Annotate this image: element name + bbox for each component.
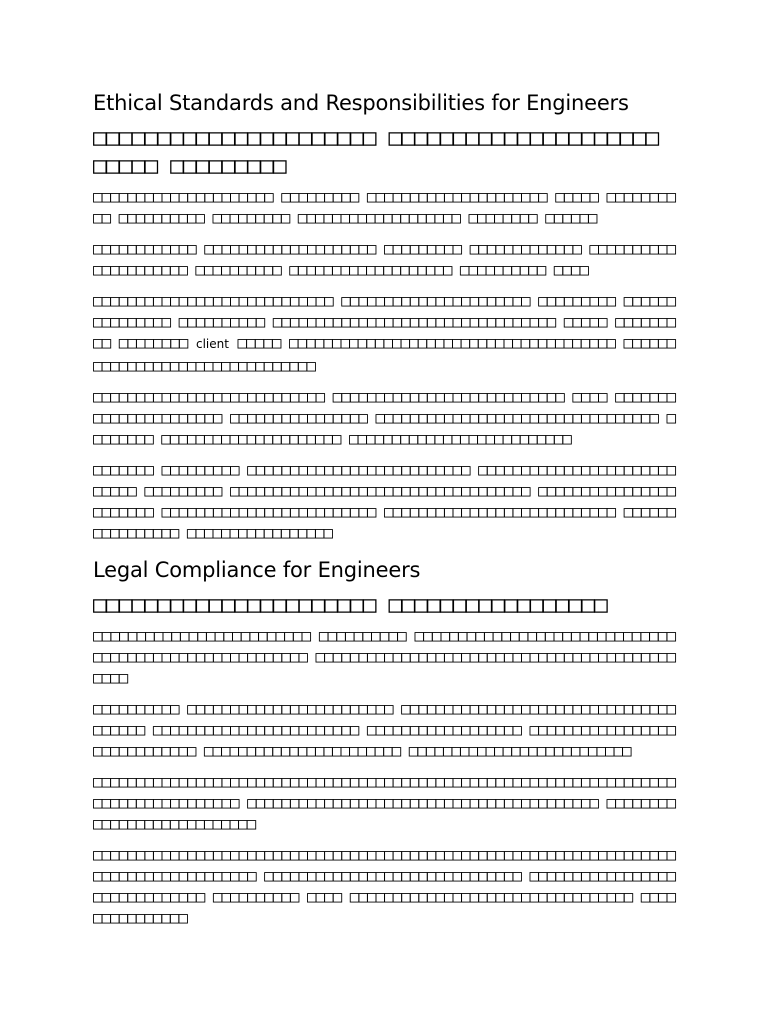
section-1-title: Ethical Standards and Responsibilities for Engineers	[93, 91, 629, 115]
paragraph: □□□□□□□□□□□□□□□□□□□□□□□□□□□□□□□□□□□□□□□□□□□□□□□□□□□□□□□□□□□□□□□□□□□□□□□□□□□□□□□□□□□□□ □□□□□□□□□□□□□□□□□□□□□□□□□□□□□□□□□□□□□□□□□ □□□□□□□□□□□□□□□□□□□□□□□□□□□	[93, 772, 675, 833]
inline-english-word: client	[195, 337, 229, 351]
paragraph-text: □□□□□□□□□□□□□□□□□□□□□□□□□□□□ □□□□□□□□□□□□□□□□□□□□□□ □□□□□□□□□ □□□□□□□□□□□□□□□ □□□□□□□□□□ □□□□□□□□□□□□□□□□□□□□□□□□□□□□□□□□□ □□□□□ □□□□□□□□□ □□□□□□□□	[93, 291, 675, 352]
paragraph	[93, 290, 675, 376]
paragraph-text: □□□□□ □□□□□□□□□□□□□□□□□□□□□□□□□□□□□□□□□□□□□□ □□□□□□□□□□□□□□□□□□□□□□□□□□□□□□□□	[93, 333, 675, 375]
section-2-title: Legal Compliance for Engineers	[93, 558, 421, 582]
section-1-subtitle: □□□□□□□□□□□□□□□□□□□□□□ □□□□□□□□□□□□□□□□□□□□□ □□□□□ □□□□□□□□□	[93, 125, 659, 179]
paragraph: □□□□□□□□□□□□ □□□□□□□□□□□□□□□□□□□□ □□□□□□□□□ □□□□□□□□□□□□□ □□□□□□□□□□□□□□□□□□□□□ □□□□□□□□□□ □□□□□□□□□□□□□□□□□□□ □□□□□□□□□□ □□□□	[93, 239, 675, 279]
paragraph: □□□□□□□□□□ □□□□□□□□□□□□□□□□□□□□□□□□ □□□□□□□□□□□□□□□□□□□□□□□□□□□□□□□□□□□□□□ □□□□□□□□□□□□□□□□□□□□□□□□ □□□□□□□□□□□□□□□□□□ □□□□□□□□□□□□□□□□□□□□□□□□□□□□□ □□□□□□□□□□□□□□□□□□□□□□□ □□□□□□□□□□□□□□□□□□□□□□□□□□	[93, 699, 675, 760]
paragraph: □□□□□□□□□□□□□□□□□□□□□□□□□ □□□□□□□□□□ □□□□□□□□□□□□□□□□□□□□□□□□□□□□□□ □□□□□□□□□□□□□□□□□□□□□□□□□ □□□□□□□□□□□□□□□□□□□□□□□□□□□□□□□□□□□□□□□□□□□□□□	[93, 626, 675, 687]
paragraph: □□□□□□□□□□□□□□□□□□□□□□□□□□□ □□□□□□□□□□□□□□□□□□□□□□□□□□□ □□□□ □□□□□□□□□□□□□□□□□□□□□□ □□□□□□□□□□□□□□□□ □□□□□□□□□□□□□□□□□□□□□□□□□□□□□□□□□ □□□□□□□□ □□□□□□□□□□□□□□□□□□□□□ □□□□□□□□□□□□□□□□□□□□□□□□□□	[93, 387, 675, 448]
paragraph: □□□□□□□ □□□□□□□□□ □□□□□□□□□□□□□□□□□□□□□□□□□□ □□□□□□□□□□□□□□□□□□□□□□□□□□□□ □□□□□□□□□ □□□□□□□□□□□□□□□□□□□□□□□□□□□□□□□□□□□ □□□□□□□□□□□□□□□□□□□□□□□ □□□□□□□□□□□□□□□□□□□□□□□□□ □□□□□□□□□□□□□□□□□□□□□□□□□□□ □□□□□□□□□□□□□□□□ □□□□□□□□□□□□□□□□□	[93, 460, 675, 542]
section-2-subtitle: □□□□□□□□□□□□□□□□□□□□□□ □□□□□□□□□□□□□□□□□	[93, 592, 607, 618]
paragraph: □□□□□□□□□□□□□□□□□□□□□□□□□□□□□□□□□□□□□□□□□□□□□□□□□□□□□□□□□□□□□□□□□□□□□□□□□□□□□□□□□□□□□□□ □□□□□□□□□□□□□□□□□□□□□□□□□□□□□□ □□□□□□□□□□□□□□□□□□□□□□□□□□□□□□ □□□□□□□□□□ □□□□ □□□□□□□□□□□□□□□□□□□□□□□□□□□□□□□□□ □□□□□□□□□□□□□□□	[93, 845, 675, 927]
document-body	[93, 86, 675, 938]
paragraph: □□□□□□□□□□□□□□□□□□□□□ □□□□□□□□□ □□□□□□□□□□□□□□□□□□□□□ □□□□□ □□□□□□□□□□ □□□□□□□□□□ □□□□□□□□□ □□□□□□□□□□□□□□□□□□□ □□□□□□□□ □□□□□□	[93, 187, 675, 227]
